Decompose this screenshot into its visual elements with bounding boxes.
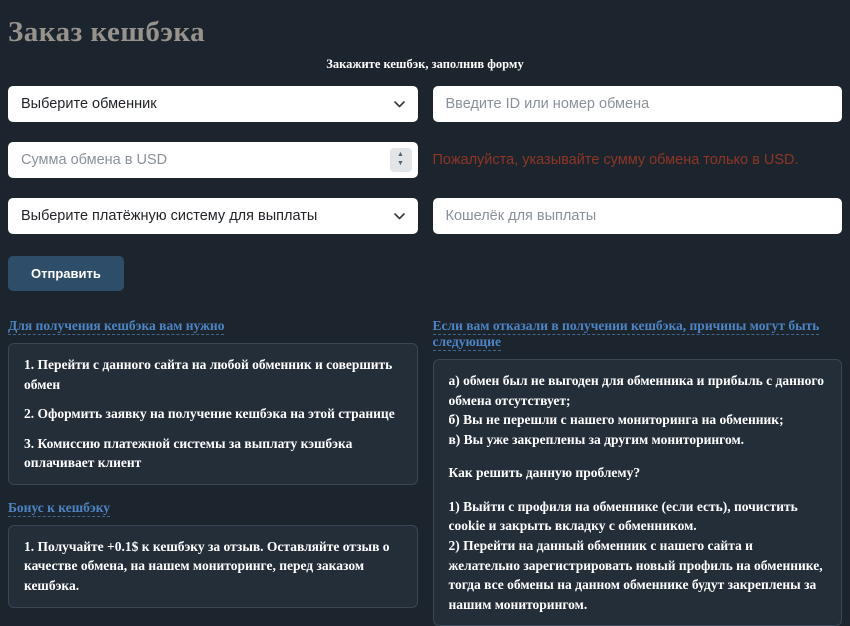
exchanger-select[interactable] <box>8 86 418 122</box>
info-section <box>8 318 842 626</box>
steps-heading-text[interactable]: Для получения кешбэка вам нужно <box>8 318 225 333</box>
refusal-solution: 2) Перейти на данный обменник с нашего сайта и желательно зарегистрировать новый профиль на обменнике, тогда все обмены на данном обменнике будут закреплены за нашим мониторингом. <box>448 537 823 612</box>
chevron-down-icon <box>394 101 405 108</box>
refusal-box <box>433 359 843 626</box>
refusal-reason: б) Вы не перешли с нашего мониторинга на обменник; <box>448 412 784 428</box>
usd-warning-text: Пожалуйста, указывайте сумму обмена только в USD. <box>432 152 799 168</box>
page-title: Заказ кешбэка <box>8 16 206 48</box>
form-subtitle: Закажите кешбэк, заполнив форму <box>326 57 524 71</box>
payment-system-select[interactable] <box>8 198 418 234</box>
info-right-column <box>433 318 843 626</box>
bonus-box <box>8 525 418 608</box>
bonus-heading <box>8 500 418 516</box>
submit-button[interactable]: Отправить <box>8 256 124 291</box>
refusal-reason: в) Вы уже закреплены за другим мониторингом. <box>448 431 745 447</box>
chevron-down-icon <box>394 213 405 220</box>
amount-field-wrap <box>8 142 418 178</box>
stepper-down-icon[interactable]: ▼ <box>397 160 404 167</box>
cashback-form <box>8 86 842 234</box>
steps-heading <box>8 318 418 334</box>
info-left-column <box>8 318 418 608</box>
refusal-solution: 1) Выйти с профиля на обменнике (если есть), почистить cookie и закрыть вкладку с обменником. <box>448 498 798 534</box>
step-item: 1. Перейти с данного сайта на любой обменник и совершить обмен <box>24 357 393 392</box>
steps-box <box>8 343 418 485</box>
refusal-heading-text[interactable]: Если вам отказали в получении кешбэка, причины могут быть следующие <box>432 318 820 349</box>
payment-system-select-value: Выберите платёжную систему для выплаты <box>21 208 318 224</box>
amount-input[interactable] <box>8 142 418 178</box>
cashback-order-page <box>0 16 850 626</box>
step-item: 3. Комиссию платежной системы за выплату кэшбэка оплачивает клиент <box>24 435 353 471</box>
bonus-text: 1. Получайте +0.1$ к кешбэку за отзыв. Оставляйте отзыв о качестве обмена, на нашем мониторинге, перед заказом кешбэка. <box>24 538 390 593</box>
exchange-id-input[interactable] <box>433 86 843 122</box>
refusal-heading <box>433 318 843 350</box>
refusal-reason: а) обмен был не выгоден для обменника и прибыль с данного обмена отсутствует; <box>448 373 824 408</box>
stepper-up-icon[interactable]: ▲ <box>397 151 404 159</box>
quantity-stepper[interactable] <box>390 148 412 172</box>
step-item: 2. Оформить заявку на получение кешбэка на этой странице <box>24 406 395 422</box>
wallet-input[interactable] <box>433 198 843 234</box>
exchanger-select-value: Выберите обменник <box>21 96 157 112</box>
refusal-question: Как решить данную проблему? <box>448 465 641 481</box>
bonus-heading-text[interactable]: Бонус к кешбэку <box>8 499 111 515</box>
